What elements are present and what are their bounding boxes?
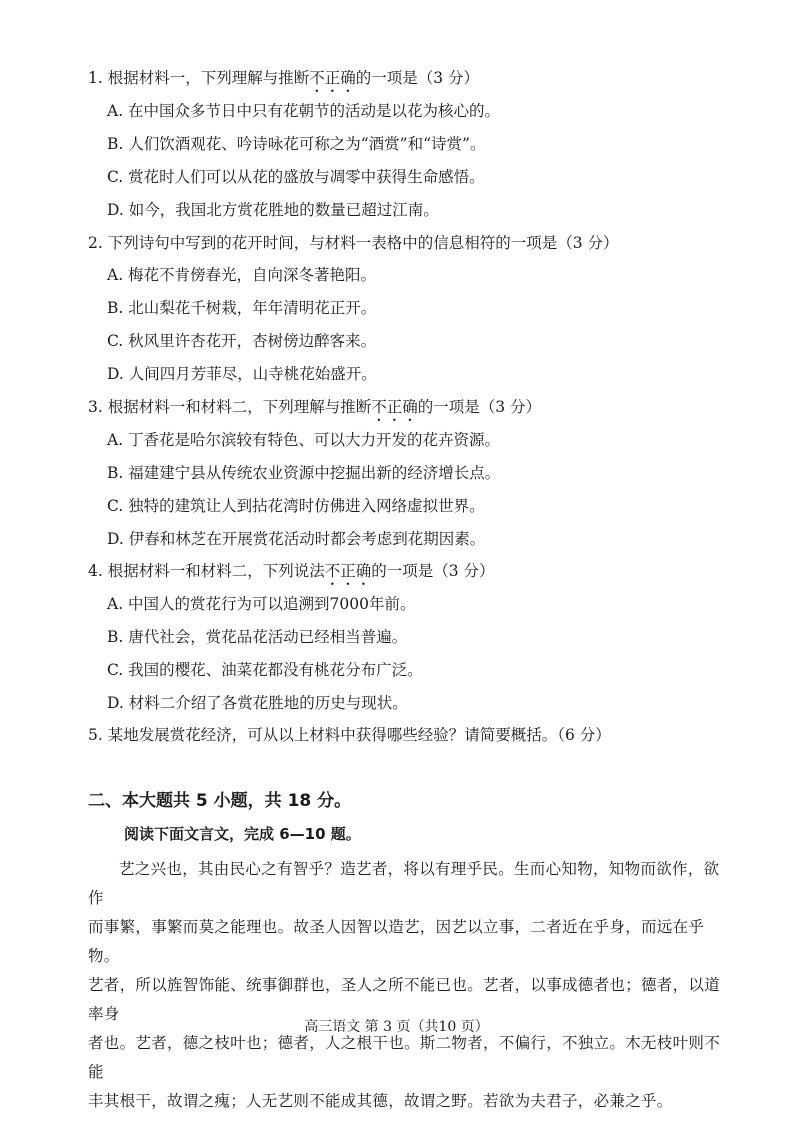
question-2-stem: 2. 下列诗句中写到的花开时间，与材料一表格中的信息相符的一项是（3 分） <box>88 234 619 252</box>
question-5-stem: 5. 某地发展赏花经济，可从以上材料中获得哪些经验？请简要概括。（6 分） <box>88 726 611 744</box>
passage-line: 艺者，所以旌智饰能、统事御群也，圣人之所不能已也。艺者，以事成德者也；德者，以道率身 <box>88 976 721 1023</box>
question-1-option-a: A. 在中国众多节日中只有花朝节的活动是以花为核心的。 <box>107 102 501 120</box>
question-3-option-d: D. 伊春和林芝在开展赏花活动时都会考虑到花期因素。 <box>107 530 486 548</box>
question-4-option-b: B. 唐代社会，赏花品花活动已经相当普遍。 <box>107 628 408 646</box>
passage-line: 而事繁，事繁而莫之能理也。故圣人因智以造艺，因艺以立事，二者近在乎身，而远在乎物。 <box>88 918 705 965</box>
page-footer: 高三语文 第 3 页（共10 页） <box>304 1019 489 1035</box>
question-2-option-d: D. 人间四月芳菲尽，山寺桃花始盛开。 <box>107 365 377 383</box>
emphasized-text: 不正确 <box>324 562 372 580</box>
classical-passage <box>88 855 728 1116</box>
emphasized-text: 不正确 <box>309 69 356 87</box>
stem-text: 的一项是（3 分） <box>355 69 480 87</box>
question-4-stem <box>88 561 495 589</box>
stem-text: 4. 根据材料一和材料二，下列说法 <box>88 562 325 580</box>
question-4-option-c: C. 我国的樱花、油菜花都没有桃花分布广泛。 <box>107 661 423 679</box>
question-4-option-a: A. 中国人的赏花行为可以追溯到7000年前。 <box>107 595 416 613</box>
stem-text: 3. 根据材料一和材料二，下列理解与推断 <box>88 398 372 416</box>
question-3-option-a: A. 丁香花是哈尔滨较有特色、可以大力开发的花卉资源。 <box>107 431 501 449</box>
question-3-option-b: B. 福建建宁县从传统农业资源中挖掘出新的经济增长点。 <box>107 464 501 482</box>
section-instruction: 阅读下面文言文，完成 6—10 题。 <box>124 825 361 843</box>
question-1-stem <box>88 68 479 96</box>
question-2-option-b: B. 北山梨花千树栽，年年清明花正开。 <box>107 299 377 317</box>
question-3-stem <box>88 397 541 425</box>
question-3-option-c: C. 独特的建筑让人到拈花湾时仿佛进入网络虚拟世界。 <box>107 497 485 515</box>
question-2-option-a: A. 梅花不肯傍春光，自向深冬著艳阳。 <box>107 266 377 284</box>
question-1-option-d: D. 如今，我国北方赏花胜地的数量已超过江南。 <box>107 201 439 219</box>
passage-line: 者也。艺者，德之枝叶也；德者，人之根干也。斯二物者，不偏行，不独立。木无枝叶则不能 <box>88 1034 721 1081</box>
question-1-option-c: C. 赏花时人们可以从花的盛放与凋零中获得生命感悟。 <box>107 168 485 186</box>
question-1-option-b: B. 人们饮酒观花、吟诗咏花可称之为“酒赏”和“诗赏”。 <box>107 135 486 153</box>
emphasized-text: 不正确 <box>371 398 418 416</box>
stem-text: 1. 根据材料一，下列理解与推断 <box>88 69 310 87</box>
question-2-option-c: C. 秋风里许杏花开，杏树傍边醉客来。 <box>107 332 377 350</box>
stem-text: 的一项是（3 分） <box>417 398 542 416</box>
stem-text: 的一项是（3 分） <box>371 562 495 580</box>
passage-line: 艺之兴也，其由民心之有智乎？造艺者，将以有理乎民。生而心知物，知物而欲作，欲作 <box>88 860 720 907</box>
section-title: 二、本大题共 5 小题，共 18 分。 <box>88 791 352 811</box>
passage-line: 丰其根干，故谓之瘣；人无艺则不能成其德，故谓之野。若欲为夫君子，必兼之乎。 <box>88 1092 673 1110</box>
question-4-option-d: D. 材料二介绍了各赏花胜地的历史与现状。 <box>107 694 408 712</box>
